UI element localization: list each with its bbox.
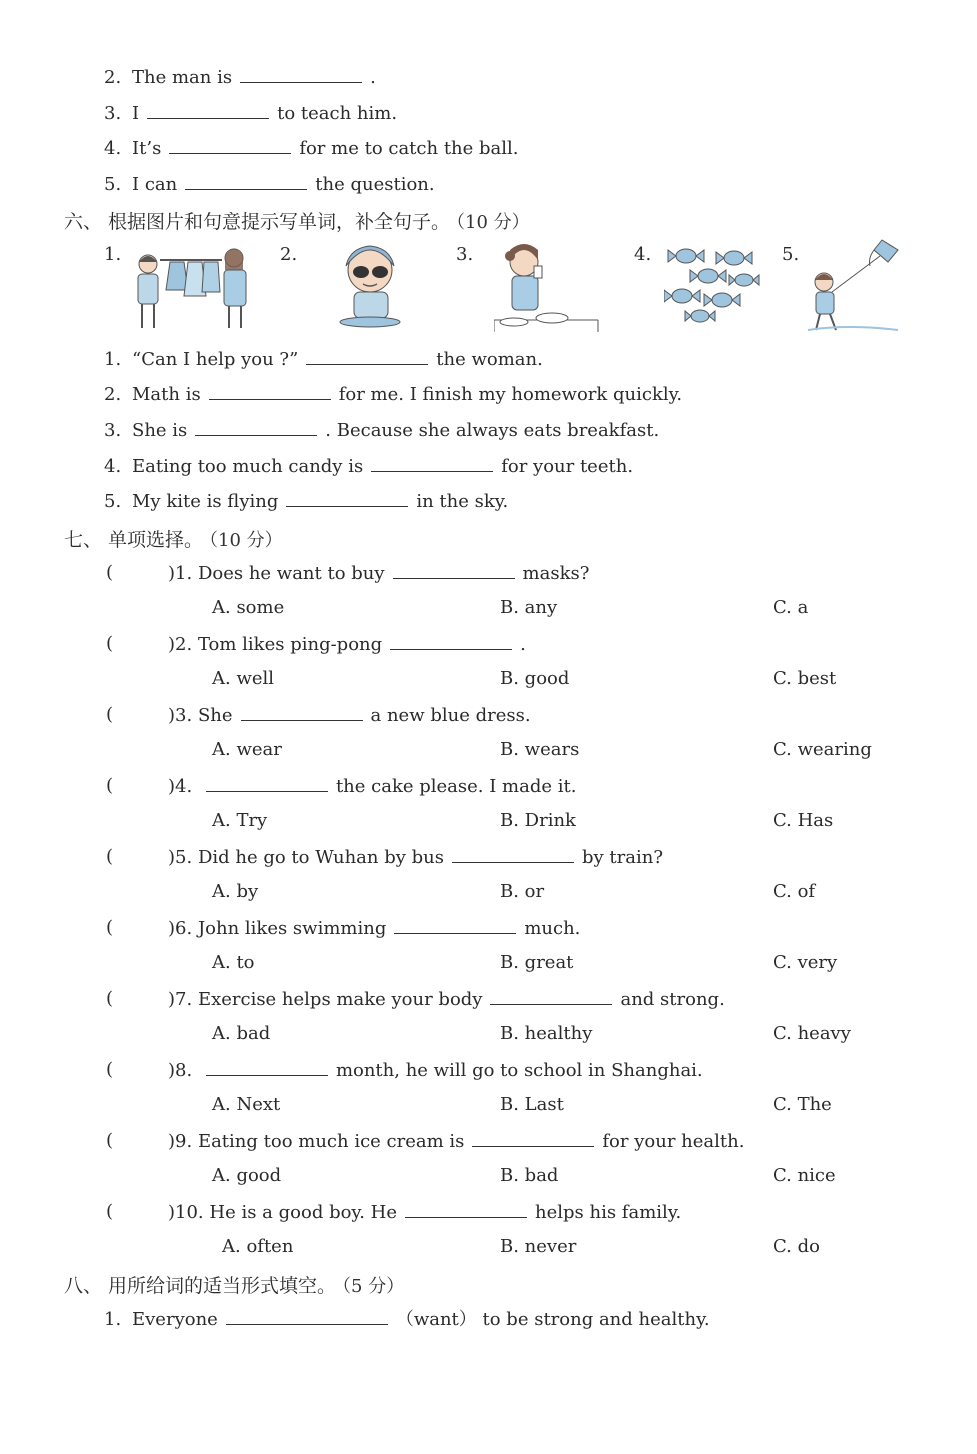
- mc-option-4a[interactable]: A. Try: [212, 810, 268, 831]
- prev-item-4: 4. It’s for me to catch the ball.: [104, 138, 519, 159]
- mc-option-3c[interactable]: C. wearing: [773, 739, 872, 760]
- picture-label-3: 3.: [456, 244, 474, 265]
- mc-question-1: )1. Does he want to buy masks?: [168, 563, 590, 584]
- mc-option-9c[interactable]: C. nice: [773, 1165, 836, 1186]
- picture-boy-kite: [808, 238, 900, 332]
- mc-option-10a[interactable]: A. often: [222, 1236, 294, 1257]
- mc-option-6c[interactable]: C. very: [773, 952, 838, 973]
- picture-label-1: 1.: [104, 244, 122, 265]
- section7-heading: 七、 单项选择。 （10 分）: [64, 529, 283, 551]
- s6-item-5: 5. My kite is flying in the sky.: [104, 491, 509, 512]
- mc-question-9: )9. Eating too much ice cream is for your health.: [168, 1131, 745, 1152]
- mc-option-8c[interactable]: C. The: [773, 1094, 832, 1115]
- answer-blank[interactable]: [226, 1308, 388, 1325]
- mc-option-1c[interactable]: C. a: [773, 597, 809, 618]
- answer-blank[interactable]: [209, 383, 331, 400]
- mc-question-8: )8. month, he will go to school in Shanghai.: [168, 1060, 703, 1081]
- mc-option-7c[interactable]: C. heavy: [773, 1023, 851, 1044]
- mc-option-8b[interactable]: B. Last: [500, 1094, 564, 1115]
- section8-heading: 八、 用所给词的适当形式填空。 （5 分）: [64, 1275, 405, 1297]
- mc-option-6a[interactable]: A. to: [212, 952, 255, 973]
- mc-option-10c[interactable]: C. do: [773, 1236, 820, 1257]
- answer-paren-9[interactable]: (: [106, 1130, 114, 1151]
- mc-option-6b[interactable]: B. great: [500, 952, 574, 973]
- section6-heading: 六、 根据图片和句意提示写单词，补全句子。 （10 分）: [64, 211, 530, 233]
- mc-question-7: )7. Exercise helps make your body and strong.: [168, 989, 725, 1010]
- mc-option-5a[interactable]: A. by: [212, 881, 259, 902]
- mc-option-5b[interactable]: B. or: [500, 881, 545, 902]
- answer-blank[interactable]: [306, 348, 428, 365]
- answer-blank[interactable]: [286, 490, 408, 507]
- answer-blank[interactable]: [185, 173, 307, 190]
- s6-item-3: 3. She is . Because she always eats breakfast.: [104, 420, 660, 441]
- mc-option-2c[interactable]: C. best: [773, 668, 837, 689]
- mc-option-2a[interactable]: A. well: [212, 668, 275, 689]
- answer-blank[interactable]: [169, 137, 291, 154]
- prev-item-3: 3. I to teach him.: [104, 103, 398, 124]
- picture-girl-sunglasses: [330, 236, 412, 332]
- picture-candies: [664, 240, 760, 326]
- picture-girl-breakfast: [494, 236, 602, 332]
- mc-option-5c[interactable]: C. of: [773, 881, 816, 902]
- answer-blank: [393, 562, 515, 579]
- answer-paren-10[interactable]: (: [106, 1201, 114, 1222]
- s6-item-4: 4. Eating too much candy is for your teeth.: [104, 456, 634, 477]
- answer-blank: [206, 1059, 328, 1076]
- mc-option-2b[interactable]: B. good: [500, 668, 570, 689]
- prev-item-2: 2. The man is .: [104, 67, 376, 88]
- answer-blank: [452, 846, 574, 863]
- mc-option-4b[interactable]: B. Drink: [500, 810, 576, 831]
- answer-blank: [390, 633, 512, 650]
- mc-question-2: )2. Tom likes ping-pong .: [168, 634, 526, 655]
- answer-blank[interactable]: [147, 102, 269, 119]
- mc-option-3a[interactable]: A. wear: [212, 739, 282, 760]
- answer-blank: [490, 988, 612, 1005]
- mc-option-1a[interactable]: A. some: [212, 597, 285, 618]
- answer-blank[interactable]: [371, 455, 493, 472]
- mc-option-9b[interactable]: B. bad: [500, 1165, 559, 1186]
- mc-option-9a[interactable]: A. good: [212, 1165, 282, 1186]
- mc-question-6: )6. John likes swimming much.: [168, 918, 581, 939]
- mc-question-10: )10. He is a good boy. He helps his family.: [168, 1202, 682, 1223]
- answer-blank: [405, 1201, 527, 1218]
- answer-blank[interactable]: [240, 66, 362, 83]
- mc-option-8a[interactable]: A. Next: [212, 1094, 281, 1115]
- answer-paren-2[interactable]: (: [106, 633, 114, 654]
- answer-blank[interactable]: [195, 419, 317, 436]
- mc-question-3: )3. She a new blue dress.: [168, 705, 531, 726]
- answer-paren-8[interactable]: (: [106, 1059, 114, 1080]
- mc-option-3b[interactable]: B. wears: [500, 739, 580, 760]
- answer-paren-4[interactable]: (: [106, 775, 114, 796]
- mc-option-1b[interactable]: B. any: [500, 597, 558, 618]
- picture-label-2: 2.: [280, 244, 298, 265]
- answer-paren-3[interactable]: (: [106, 704, 114, 725]
- answer-blank: [206, 775, 328, 792]
- answer-paren-7[interactable]: (: [106, 988, 114, 1009]
- mc-option-7a[interactable]: A. bad: [212, 1023, 271, 1044]
- answer-paren-1[interactable]: (: [106, 562, 114, 583]
- mc-option-7b[interactable]: B. healthy: [500, 1023, 593, 1044]
- picture-shop-assistant: [126, 240, 256, 332]
- answer-paren-5[interactable]: (: [106, 846, 114, 867]
- answer-paren-6[interactable]: (: [106, 917, 114, 938]
- mc-question-4: )4. the cake please. I made it.: [168, 776, 577, 797]
- picture-label-5: 5.: [782, 244, 800, 265]
- s6-item-2: 2. Math is for me. I finish my homework quickly.: [104, 384, 683, 405]
- answer-blank: [472, 1130, 594, 1147]
- prev-item-5: 5. I can the question.: [104, 174, 435, 195]
- answer-blank: [394, 917, 516, 934]
- picture-label-4: 4.: [634, 244, 652, 265]
- s6-item-1: 1. “Can I help you ?” the woman.: [104, 349, 543, 370]
- s8-item-1: 1. Everyone （want） to be strong and healthy.: [104, 1309, 710, 1330]
- mc-option-4c[interactable]: C. Has: [773, 810, 834, 831]
- mc-question-5: )5. Did he go to Wuhan by bus by train?: [168, 847, 663, 868]
- mc-option-10b[interactable]: B. never: [500, 1236, 577, 1257]
- answer-blank: [241, 704, 363, 721]
